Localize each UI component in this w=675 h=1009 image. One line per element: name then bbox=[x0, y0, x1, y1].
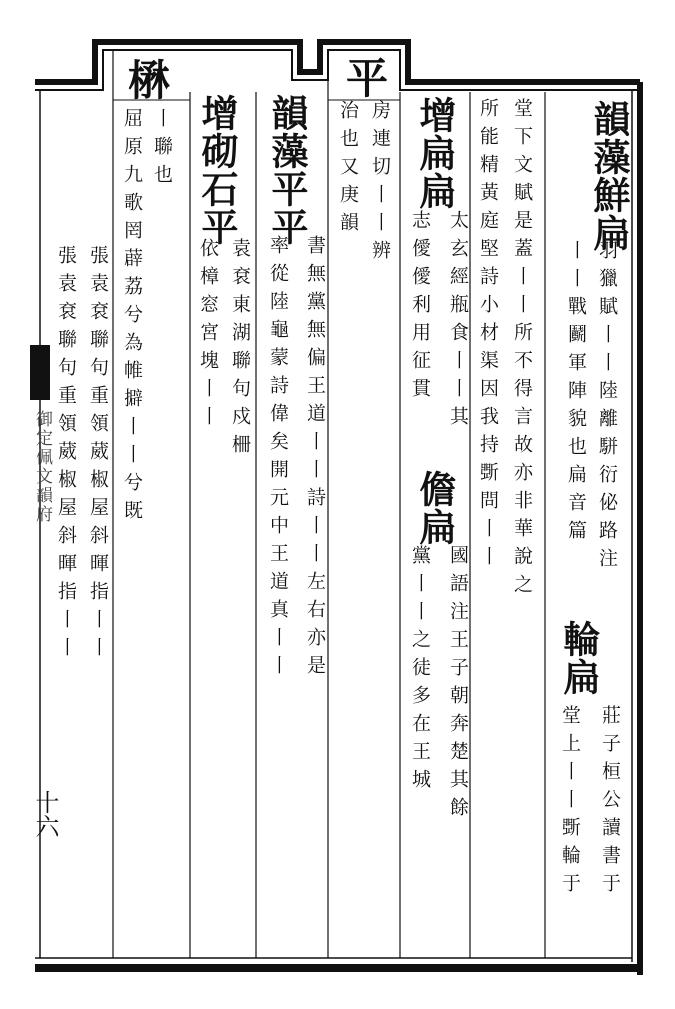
entry-heading: 增砌石平 bbox=[195, 94, 239, 246]
entry-text: 書無黨無偏王道丨丨詩丨丨左右亦是 bbox=[304, 235, 326, 683]
entry-text: 志僾僾利用征貫 bbox=[409, 210, 431, 406]
tab-heading-mao: 楙 bbox=[122, 58, 171, 101]
entry-text: 丨丨戰鬬軍陣貌也扁音篇 bbox=[565, 240, 587, 548]
margin-tab-marker bbox=[30, 345, 50, 400]
tab-heading-ping: 平 bbox=[340, 56, 389, 99]
entry-text: 依樟窓宮塊丨丨 bbox=[197, 238, 219, 434]
entry-text: 堂上丨丨斲輪于 bbox=[559, 705, 581, 901]
entry-text: 國語注王子朝奔楚其餘 bbox=[447, 545, 469, 825]
entry-text: 房連切丨丨辨 bbox=[369, 100, 391, 268]
entry-text: 羽獵賦丨丨陸離駢衍佖路注 bbox=[596, 240, 618, 576]
entry-heading: 輪扁 bbox=[557, 620, 601, 696]
entry-heading: 儋扁 bbox=[413, 470, 457, 546]
entry-text: 率從陸龜蒙詩偉矣開元中王道真丨丨 bbox=[267, 235, 289, 683]
entry-heading: 增扁扁 bbox=[413, 96, 457, 210]
entry-text: 屈原九歌罔薜荔兮為帷擗丨丨兮既 bbox=[121, 108, 143, 528]
entry-text: 治也又庚韻 bbox=[337, 100, 359, 240]
entry-text: 莊子桓公讀書于 bbox=[599, 705, 621, 901]
side-margin-title: 御定佩文韻府 bbox=[32, 410, 52, 524]
folio-number: 十六 bbox=[31, 790, 59, 838]
entry-text: 張袁袞聯句重領葳椒屋斜暉指丨丨 bbox=[55, 245, 77, 665]
entry-text: 所能精黃庭堅詩小材渠因我持斲問丨丨 bbox=[477, 98, 499, 574]
entry-heading: 韻藻平平 bbox=[265, 94, 309, 246]
entry-text: 太玄經瓶食丨丨其 bbox=[447, 210, 469, 434]
entry-text: 堂下文賦是蓋丨丨所不得言故亦非華說之 bbox=[511, 98, 533, 602]
entry-text: 袁袞東湖聯句戍柵 bbox=[229, 238, 251, 462]
entry-text: 丨聯也 bbox=[151, 108, 173, 192]
entry-text: 黨丨丨之徒多在王城 bbox=[409, 545, 431, 797]
entry-heading: 韻藻鮮扁 bbox=[587, 100, 631, 252]
entry-text: 張袁袞聯句重領葳椒屋斜暉指丨丨 bbox=[87, 245, 109, 665]
